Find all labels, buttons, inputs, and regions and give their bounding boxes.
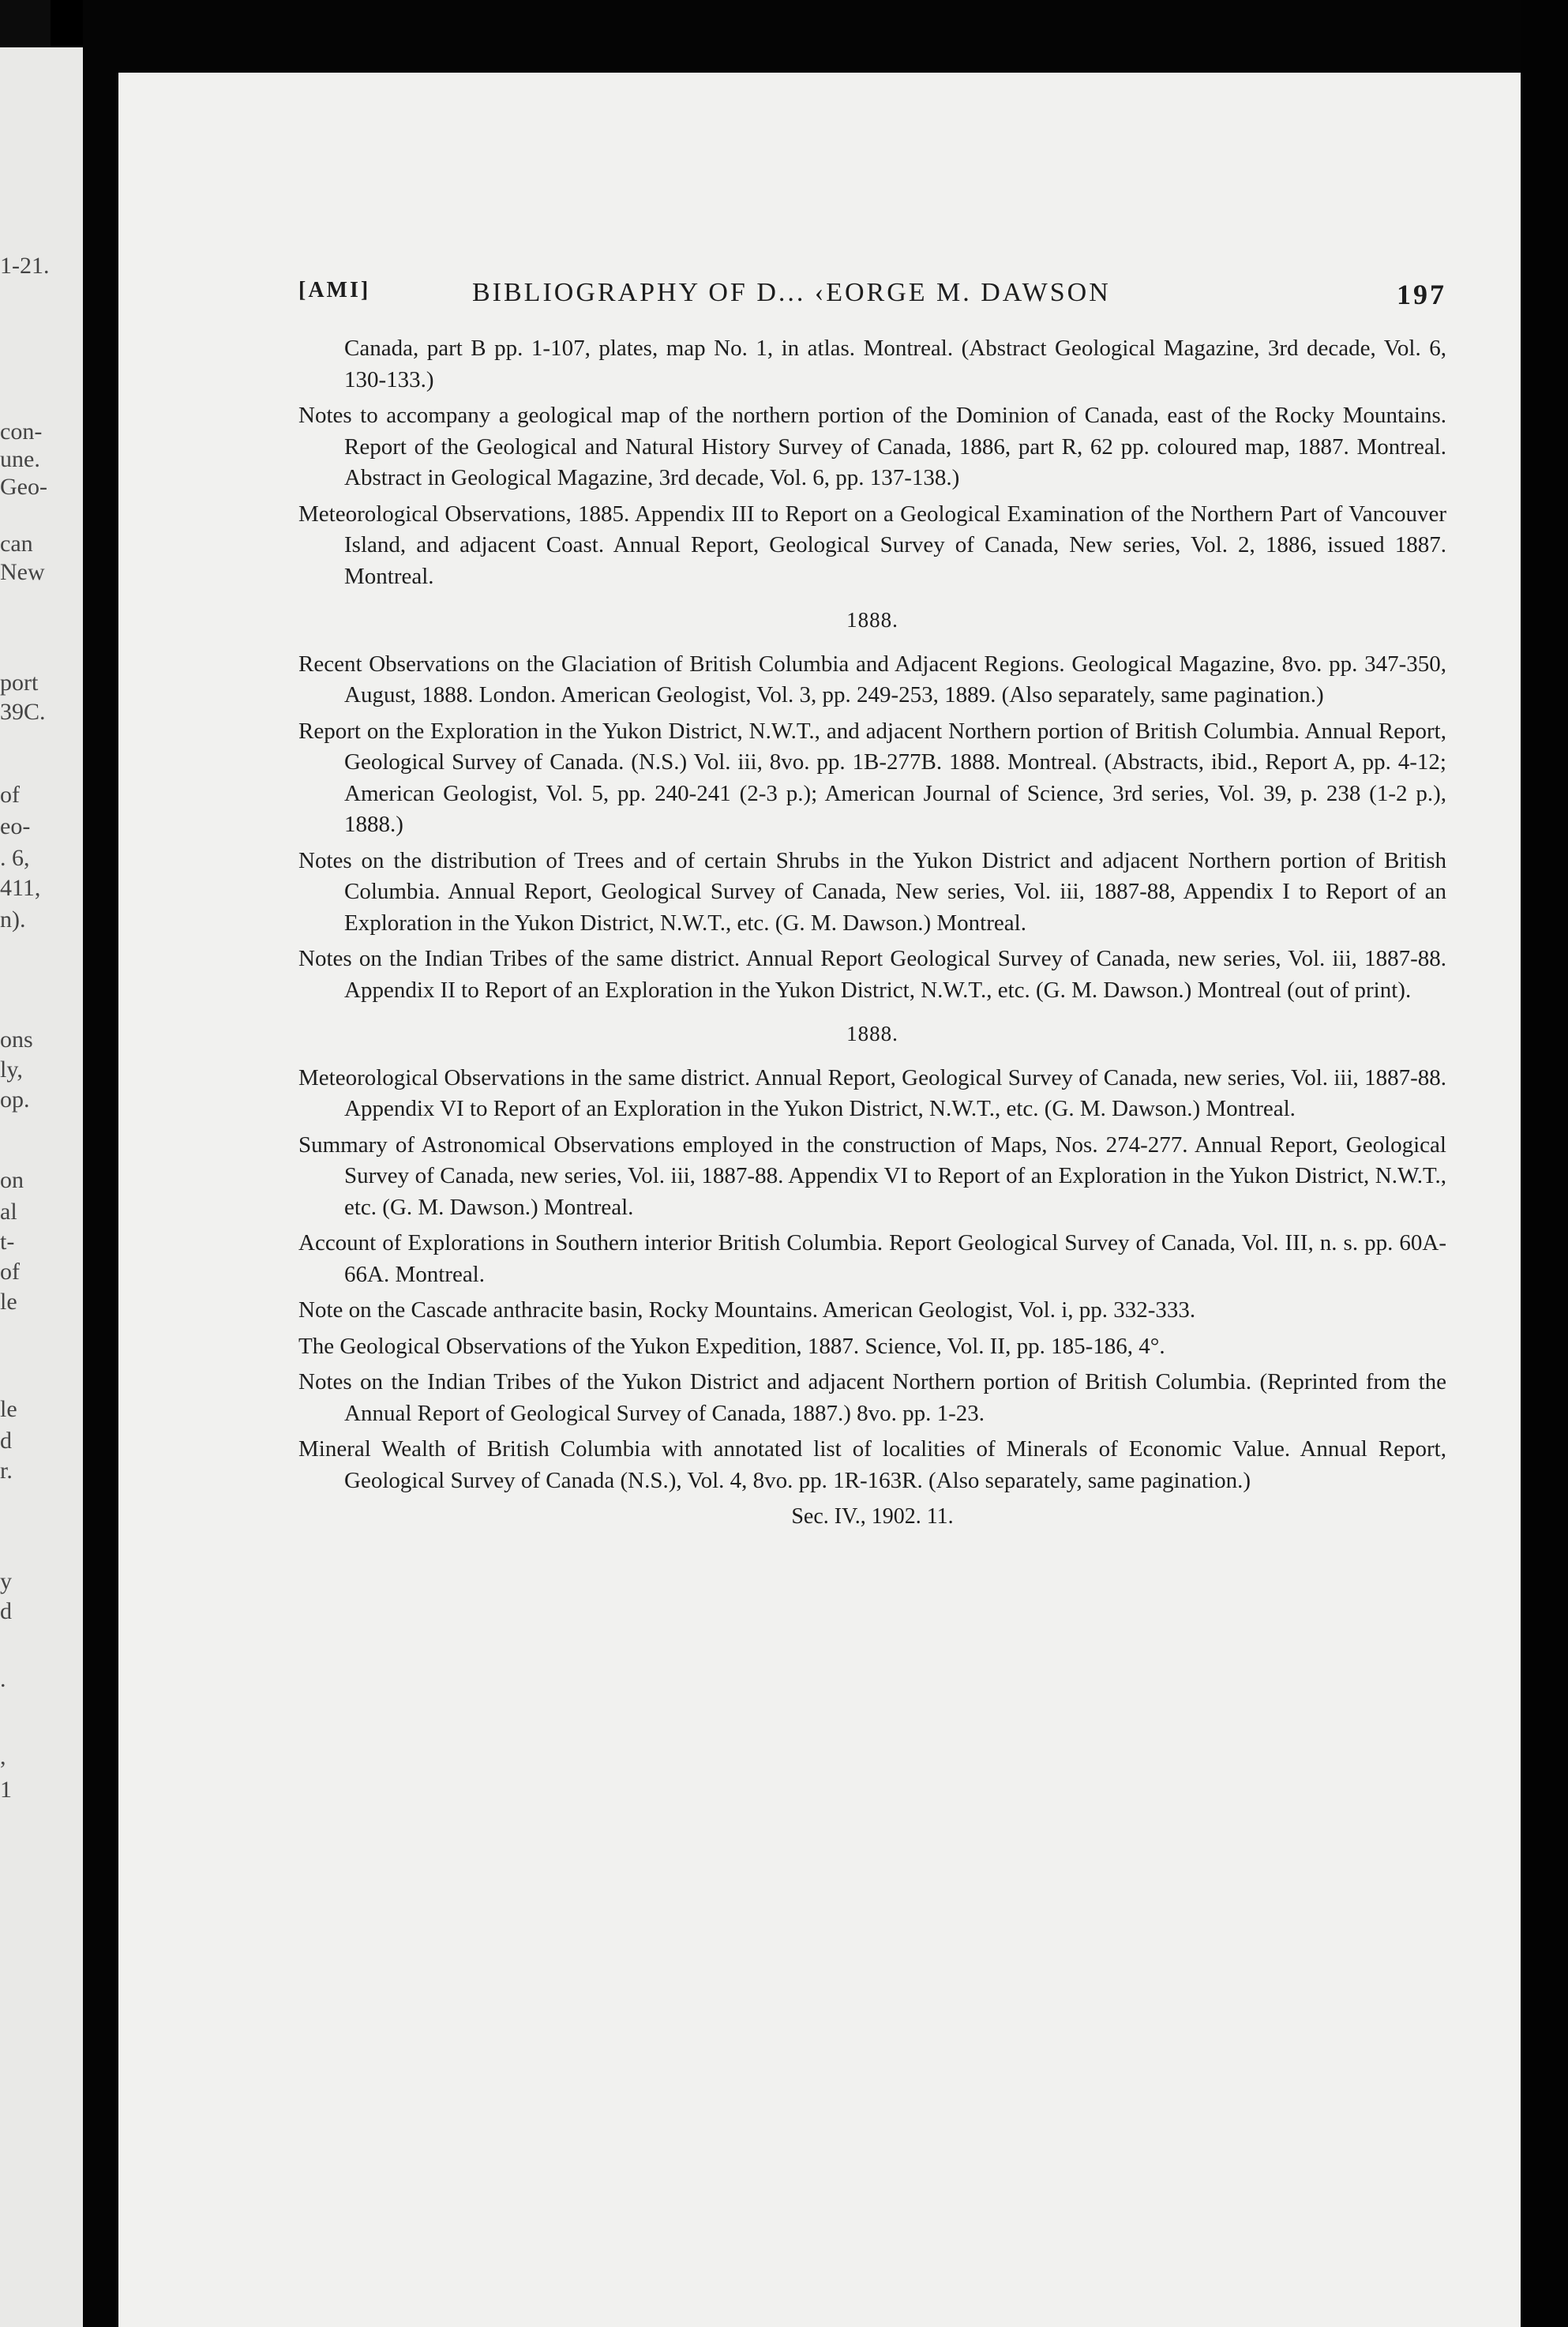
previous-page-fragment: . 6, — [0, 845, 30, 871]
bibliography-entry: Notes on the distribution of Trees and of certain Shrubs in the Yukon District and adjacent Northern portion of British Columbia. Annual Report, Geological Survey of Canada, New series, Vol. iii, 1887-88, Appendix I to Report of an Exploration in the Yukon District, N.W.T., etc. (G. M. Dawson.) Montreal. — [298, 847, 1446, 936]
book-page — [118, 73, 1521, 2327]
previous-page-fragment: 411, — [0, 875, 41, 901]
bibliography-entry: Canada, part B pp. 1-107, plates, map No. 1, in atlas. Montreal. (Abstract Geological Magazine, 3rd decade, Vol. 6, 130-133.) — [344, 336, 1446, 392]
bibliography-entry: Meteorological Observations, 1885. Appendix III to Report on a Geological Examination of the Northern Part of Vancouver Island, and adjacent Coast. Annual Report, Geological Survey of Canada, New series, Vol. 2, 1886, issued 1887. Montreal. — [298, 501, 1446, 589]
bibliography-entry: Meteorological Observations in the same district. Annual Report, Geological Survey of Canada, new series, Vol. iii, 1887-88. Appendix VI to Report of an Exploration in the Yukon District, N.W.T., etc. (G. M. Dawson.) Montreal. — [298, 1064, 1446, 1121]
bibliography-entry: The Geological Observations of the Yukon Expedition, 1887. Science, Vol. II, pp. 185-186, 4°. — [298, 1333, 1165, 1359]
year-heading: 1888. — [846, 1022, 898, 1045]
scan-background-top — [118, 0, 1568, 73]
previous-page-fragment: on — [0, 1167, 24, 1193]
previous-page-fragment: r. — [0, 1458, 13, 1484]
bibliography-body — [298, 333, 1446, 1555]
previous-page-fragment: Geo- — [0, 474, 47, 500]
bibliography-entry: Report on the Exploration in the Yukon District, N.W.T., and adjacent Northern portion of British Columbia. Annual Report, Geological Survey of Canada. (N.S.) Vol. iii, 8vo. pp. 1B-277B. 1888. Montreal. (Abstracts, ibid., Report A, pp. 4-12; American Geologist, Vol. 5, pp. 240-241 (2-3 p.); American Journal of Science, 3rd series, Vol. 39, p. 238 (1-2 p.), 1888.) — [298, 718, 1446, 837]
bibliography-entry: Notes on the Indian Tribes of the same district. Annual Report Geological Survey of Canada, new series, Vol. iii, 1887-88. Appendix II to Report of an Exploration in the Yukon District, N.W.T., etc. (G. M. Dawson.) Montreal (out of print). — [298, 946, 1446, 1003]
bibliography-entry: Notes to accompany a geological map of the northern portion of the Dominion of Canada, east of the Rocky Mountains. Report of the Geological and Natural History Survey of Canada, 1886, part R, 62 pp. coloured map, 1887. Montreal. Abstract in Geological Magazine, 3rd decade, Vol. 6, pp. 137-138.) — [298, 403, 1446, 490]
previous-page-fragment: , — [0, 1743, 6, 1770]
previous-page-fragment: of — [0, 1259, 20, 1285]
previous-page-fragment: . — [0, 1666, 6, 1692]
header-title: BIBLIOGRAPHY OF D... ‹EORGE M. DAWSON — [472, 278, 1111, 307]
bibliography-entry: Note on the Cascade anthracite basin, Rocky Mountains. American Geologist, Vol. i, pp. 332-333. — [298, 1297, 1196, 1323]
scan-background-right — [1521, 0, 1568, 2327]
bibliography-entry: Recent Observations on the Glaciation of British Columbia and Adjacent Regions. Geological Magazine, 8vo. pp. 347-350, August, 1888. London. American Geologist, Vol. 3, pp. 249-253, 1889. (Also separately, same pagination.) — [298, 651, 1446, 707]
previous-page-fragment: y — [0, 1568, 12, 1594]
previous-page-fragment: op. — [0, 1087, 30, 1113]
year-heading: 1888. — [846, 608, 898, 632]
previous-page-fragment: al — [0, 1199, 17, 1225]
bibliography-entry: Notes on the Indian Tribes of the Yukon District and adjacent Northern portion of British Columbia. (Reprinted from the Annual Report of Geological Survey of Canada, 1887.) 8vo. pp. 1-23. — [298, 1369, 1446, 1426]
bibliography-entry: Account of Explorations in Southern interior British Columbia. Report Geological Survey of Canada, Vol. III, n. s. pp. 60A-66A. Montreal. — [298, 1230, 1446, 1287]
previous-page-fragment: of — [0, 782, 20, 808]
previous-page-fragment: can — [0, 531, 33, 557]
previous-page-fragment: eo- — [0, 813, 31, 839]
bibliography-entry: Summary of Astronomical Observations employed in the construction of Maps, Nos. 274-277. Annual Report, Geological Survey of Canada, new series, Vol. iii, 1887-88. Appendix VI to Report of an Exploration in the Yukon District, N.W.T., etc. (G. M. Dawson.) Montreal. — [298, 1132, 1446, 1220]
previous-page-fragment: d — [0, 1598, 12, 1624]
header-section-mark: [AMI] — [298, 278, 371, 302]
page-number: 197 — [1397, 279, 1446, 310]
bibliography-entry: Mineral Wealth of British Columbia with annotated list of localities of Minerals of Economic Value. Annual Report, Geological Survey of Canada (N.S.), Vol. 4, 8vo. pp. 1R-163R. (Also separately, same pagination.) — [298, 1436, 1446, 1493]
previous-page-fragment: con- — [0, 418, 43, 445]
running-header — [298, 278, 1446, 317]
previous-page-fragment: New — [0, 559, 45, 585]
previous-page-fragment: 1-21. — [0, 253, 50, 279]
previous-page-fragment: une. — [0, 446, 40, 472]
previous-page-edge — [0, 47, 83, 2327]
previous-page-fragment: d — [0, 1428, 12, 1454]
previous-page-fragment: ly, — [0, 1057, 23, 1083]
previous-page-fragment: n). — [0, 906, 26, 933]
previous-page-fragment: t- — [0, 1229, 15, 1255]
previous-page-fragment: 39C. — [0, 699, 46, 725]
previous-page-fragment: ons — [0, 1027, 33, 1053]
page-gutter-shadow — [83, 0, 122, 2327]
previous-page-fragment: port — [0, 670, 39, 696]
signature-footer: Sec. IV., 1902. 11. — [791, 1504, 954, 1529]
previous-page-fragment: le — [0, 1396, 17, 1422]
previous-page-fragment: 1 — [0, 1777, 12, 1803]
previous-page-fragment: le — [0, 1289, 17, 1315]
